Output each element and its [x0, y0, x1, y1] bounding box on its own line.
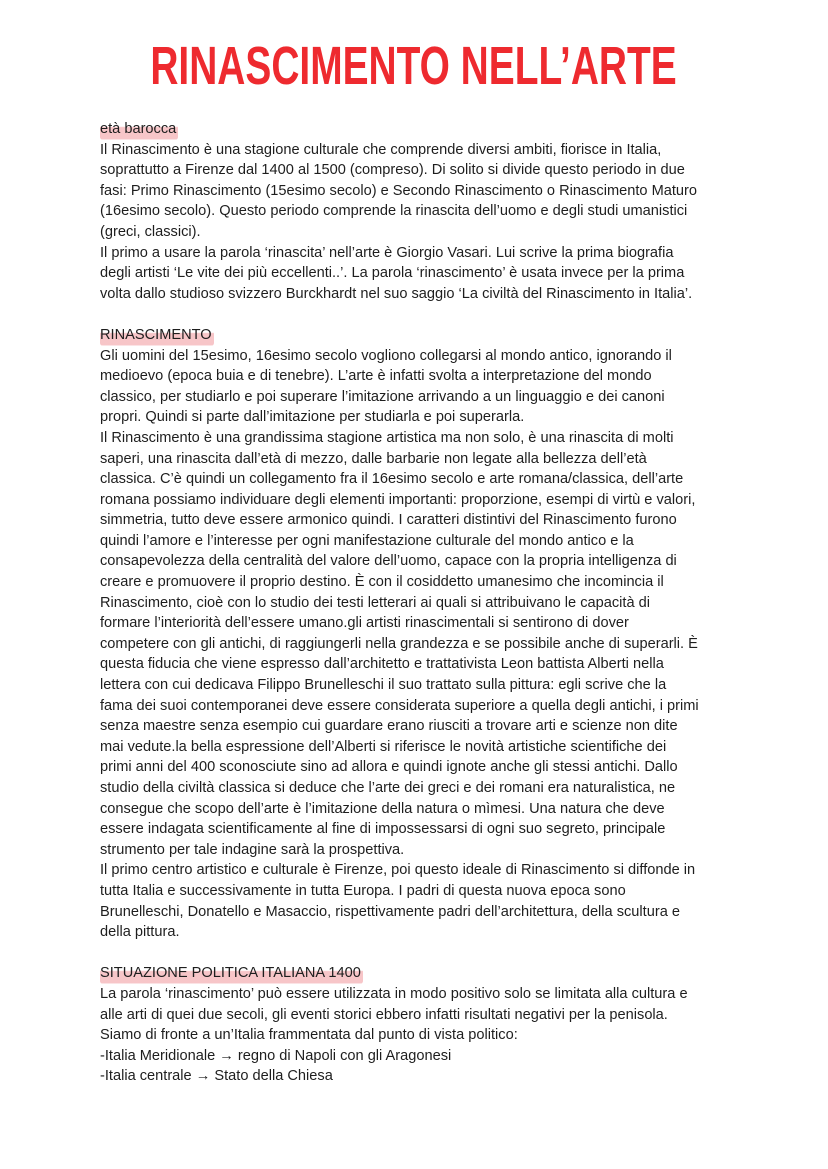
- document-section: [100, 119, 699, 304]
- paragraph-line: saperi, una rinascita dall’età di mezzo, dalle barbarie non legate alla bellezza dell’età: [100, 450, 647, 467]
- paragraph-line: Il Rinascimento è una grandissima stagione artistica ma non solo, è una rinascita di molti: [100, 429, 674, 446]
- paragraph-line: -Italia Meridionale → regno di Napoli con gli Aragonesi: [100, 1047, 452, 1064]
- paragraph-line: consapevolezza della centralità del valore dell’uomo, capace con la propria intelligenza di: [100, 553, 677, 570]
- paragraph-line: questa fiducia che viene espresso dall’architetto e trattativista Leon battista Alberti nella: [100, 656, 664, 673]
- paragraph-line: competere con gli antichi, di raggiungerli nella grandezza e se possibile anche di superarli. È: [100, 635, 698, 652]
- paragraph-line: essere indagata scientificamente al fine di impossessarsi di ogni suo segreto, principale: [100, 821, 666, 838]
- paragraph-line: Brunelleschi, Donatello e Masaccio, rispettivamente padri dell’architettura, della scultura e: [100, 903, 680, 920]
- paragraph-line: della pittura.: [100, 924, 180, 941]
- paragraph-line: consegue che scopo dell’arte è l’imitazione della natura o mìmesi. Una natura che deve: [100, 800, 665, 817]
- paragraph-line: volta dallo studioso svizzero Burckhardt nel suo saggio ‘La civiltà del Rinascimento in Italia’.: [100, 285, 693, 302]
- paragraph-line: -Italia centrale → Stato della Chiesa: [100, 1068, 333, 1085]
- paragraph-line: La parola ‘rinascimento’ può essere utilizzata in modo positivo solo se limitata alla cultura e: [100, 985, 688, 1002]
- paragraph-line: Il primo a usare la parola ‘rinascita’ nell’arte è Giorgio Vasari. Lui scrive la prima biografia: [100, 244, 674, 261]
- section-heading-row: [100, 119, 699, 140]
- document-body: [100, 119, 699, 1108]
- paragraph-line: fama dei suoi contemporanei deve essere considerata superiore a quella degli antichi, i primi: [100, 697, 699, 714]
- section-heading: RINASCIMENTO: [100, 325, 214, 346]
- paragraph-line: formare l’interiorità dell’essere umano.gli artisti rinascimentali si sentirono di dover: [100, 615, 629, 632]
- paragraph-line: Gli uomini del 15esimo, 16esimo secolo vogliono collegarsi al mondo antico, ignorando il: [100, 347, 672, 364]
- paragraph-line: medioevo (epoca buia e di tenebre). L’arte è infatti svolta a interpretazione del mondo: [100, 368, 652, 385]
- paragraph-line: soprattutto a Firenze dal 1400 al 1500 (compreso). Di solito si divide questo periodo in due: [100, 162, 685, 179]
- paragraph-line: creare e promuovere il proprio destino. È con il cosiddetto umanesimo che incomincia il: [100, 574, 664, 591]
- section-heading: età barocca: [100, 119, 178, 140]
- paragraph-line: Siamo di fronte a un’Italia frammentata dal punto di vista politico:: [100, 1027, 518, 1044]
- paragraph-line: tutta Italia e successivamente in tutta Europa. I padri di questa nuova epoca sono: [100, 882, 626, 899]
- paragraph-line: (greci, classici).: [100, 223, 201, 240]
- paragraph-line: degli artisti ‘Le vite dei più eccellenti..’. La parola ‘rinascimento’ è usata invece per la prima: [100, 265, 685, 282]
- paragraph-line: strumento per tale indagine sarà la prospettiva.: [100, 841, 405, 858]
- document-title: RINASCIMENTO NELL’ARTE: [150, 36, 678, 96]
- document-section: [100, 963, 699, 1087]
- paragraph-line: quindi l’amore e l’interesse per ogni manifestazione culturale del mondo antico e la: [100, 532, 634, 549]
- paragraph-line: senza maestre senza esempio cui guardare erano riusciti a trovare arti e scienze non dite: [100, 718, 678, 735]
- paragraph-line: (16esimo secolo). Questo periodo comprende la rinascita dell’uomo e degli studi umanistici: [100, 203, 688, 220]
- paragraph-line: simmetria, tutto deve essere armonico quindi. I caratteri distintivi del Rinascimento furono: [100, 512, 677, 529]
- paragraph-line: classico, per studiarlo e poi superare l’imitazione arrivando a un linguaggio e dei canoni: [100, 388, 665, 405]
- paragraph-line: studio della civiltà classica si deduce che l’arte dei greci e dei romani era naturalistica, ne: [100, 780, 676, 796]
- document-section: [100, 325, 699, 943]
- paragraph-line: fasi: Primo Rinascimento (15esimo secolo) e Secondo Rinascimento o Rinascimento Maturo: [100, 182, 697, 199]
- paragraph-line: mai vedute.la bella espressione dell’Alberti si riferisce le novità artistiche scientifiche dei: [100, 738, 667, 755]
- paragraph-line: alle arti di quei due secoli, gli eventi storici ebbero infatti risultati negativi per la penisola.: [100, 1006, 668, 1023]
- section-heading-row: [100, 325, 699, 346]
- document-title-wrap: [0, 36, 828, 96]
- paragraph-line: classica. C’è quindi un collegamento fra il 16esimo secolo e arte romana/classica, dell’arte: [100, 471, 684, 488]
- paragraph-line: propri. Quindi si parte dall’imitazione per studiarla e poi superarla.: [100, 409, 525, 426]
- section-heading: SITUAZIONE POLITICA ITALIANA 1400: [100, 963, 363, 984]
- paragraph-line: Rinascimento, cioè con lo studio dei testi letterari ai quali si attribuivano le capacità di: [100, 594, 650, 611]
- paragraph-line: romana possiamo individuare degli elementi importanti: proporzione, esempi di virtù e valori,: [100, 491, 696, 508]
- paragraph-line: primi anni del 400 sconosciute sino ad allora e quindi ignote anche gli stessi antichi. Dallo: [100, 759, 678, 776]
- paragraph-line: Il Rinascimento è una stagione culturale che comprende diversi ambiti, fiorisce in Italia,: [100, 141, 662, 158]
- paragraph-line: Il primo centro artistico e culturale è Firenze, poi questo ideale di Rinascimento si diffonde in: [100, 862, 696, 879]
- section-heading-row: [100, 963, 699, 984]
- paragraph-line: lettera con cui dedicava Filippo Brunelleschi il suo trattato sulla pittura: egli scrive che la: [100, 677, 667, 694]
